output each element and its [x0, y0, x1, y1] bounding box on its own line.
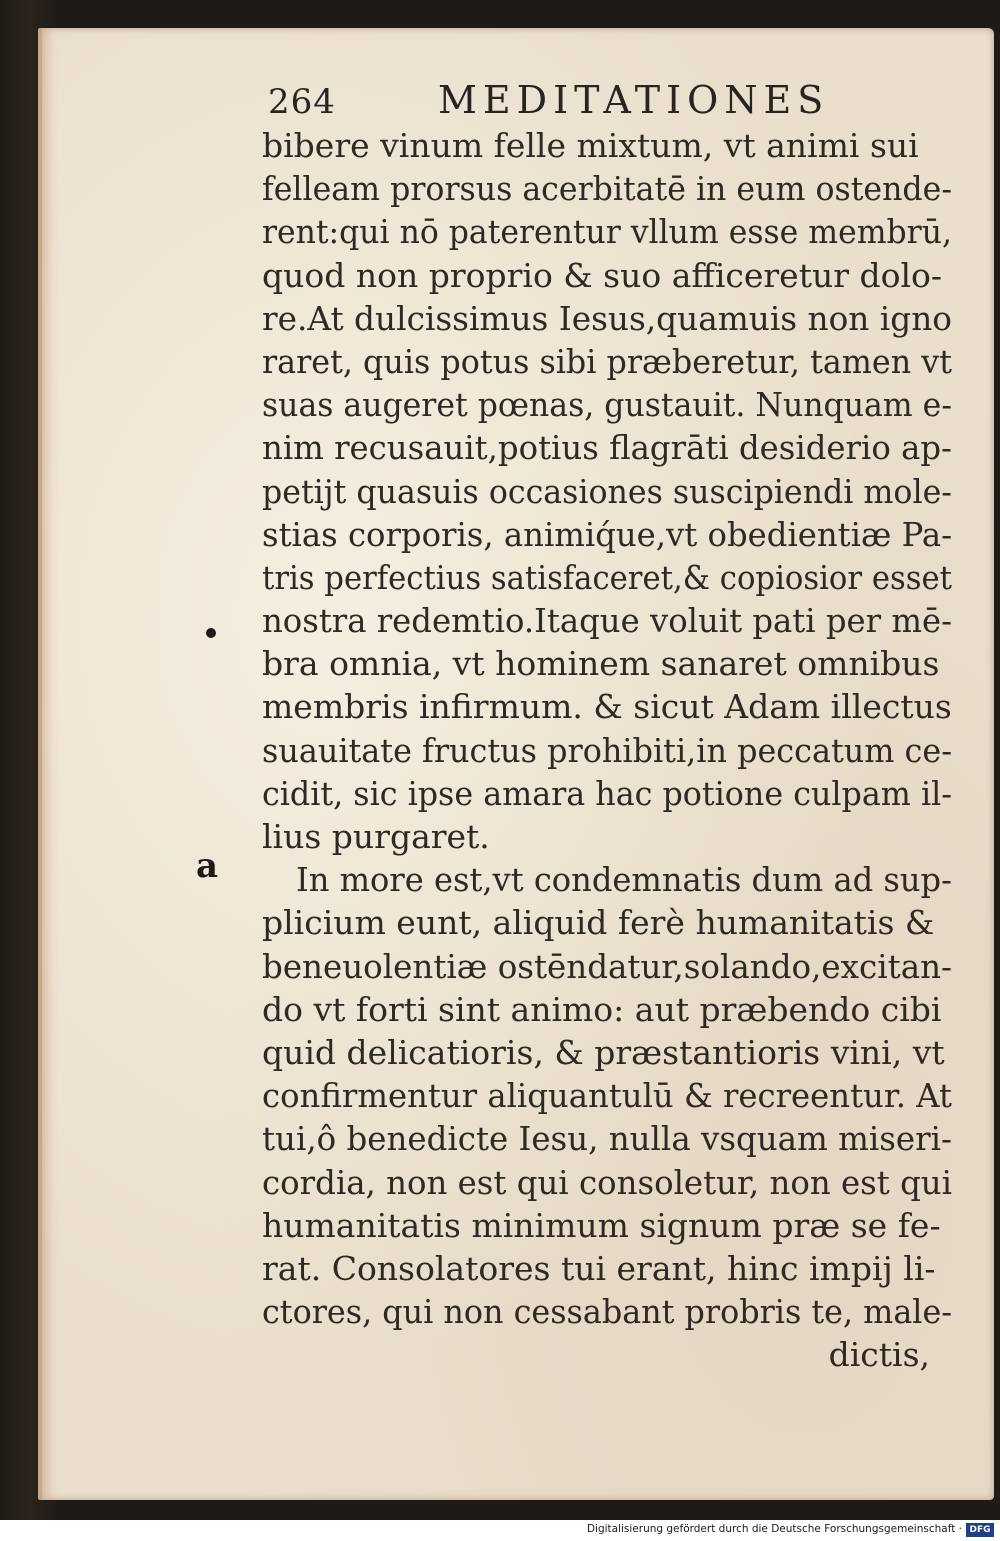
text-line: cidit, sic ipse amara hac potione culpam il-	[262, 773, 952, 813]
text-line: In more est,vt condemnatis dum ad sup-	[296, 860, 952, 900]
margin-dot-mark	[206, 628, 216, 638]
text-line: bra omnia, vt hominem sanaret omnibus	[262, 644, 940, 684]
text-line: quod non proprio & suo afficeretur dolo-	[262, 255, 943, 295]
text-line: cordia, non est qui consoletur, non est qui	[262, 1162, 953, 1202]
text-line: rent:qui nō paterentur vllum esse membrū,	[262, 212, 952, 252]
text-line: suauitate fructus prohibiti,in peccatum ce-	[262, 730, 952, 770]
text-line: tris perfectius satisfaceret,& copiosior esset	[262, 557, 952, 597]
text-line: rat. Consolatores tui erant, hinc impij li-	[262, 1248, 936, 1288]
text-line: quid delicatioris, & præstantioris vini, vt	[262, 1032, 945, 1072]
text-line: re.At dulcissimus Iesus,quamuis non igno	[262, 298, 953, 338]
text-line: tui,ô benedicte Iesu, nulla vsquam miseri-	[262, 1119, 953, 1159]
text-line: felleam prorsus acerbitatē in eum ostende-	[262, 169, 953, 209]
text-line: raret, quis potus sibi præberetur, tamen vt	[262, 341, 952, 381]
text-line: petijt quasuis occasiones suscipiendi mole-	[262, 471, 952, 511]
catchword: dictis,	[828, 1335, 930, 1375]
dfg-logo-icon: DFG	[966, 1523, 994, 1537]
text-line: humanitatis minimum signum præ se fe-	[262, 1205, 941, 1245]
running-title: MEDITATIONES	[438, 78, 830, 122]
text-line: plicium eunt, aliquid ferè humanitatis &	[262, 903, 935, 943]
text-line: do vt forti sint animo: aut præbendo cibi	[262, 989, 942, 1029]
page-header	[268, 78, 868, 126]
text-line: confirmentur aliquantulū & recreentur. At	[262, 1076, 953, 1116]
footer-credit: Digitalisierung gefördert durch die Deutsche Forschungsgemeinschaft ·	[586, 1523, 962, 1535]
text-line: nostra redemtio.Itaque voluit pati per mē-	[262, 601, 953, 641]
text-line: nim recusauit,potius flagrāti desiderio ap-	[262, 428, 952, 468]
text-line: stias corporis, animiq́ue,vt obedientiæ Pa-	[262, 514, 953, 554]
text-line: suas augeret pœnas, gustauit. Nunquam e-	[262, 385, 952, 425]
text-line: bibere vinum felle mixtum, vt animi sui	[262, 126, 919, 165]
text-line: beneuolentiæ ostēndatur,solando,excitan-	[262, 946, 953, 986]
text-line: ctores, qui non cessabant probris te, male-	[262, 1292, 953, 1332]
text-line: membris infirmum. & sicut Adam illectus	[262, 687, 952, 727]
margin-letter-mark: a	[196, 846, 219, 886]
body-text	[262, 124, 952, 1376]
digitization-footer	[0, 1520, 1000, 1541]
text-line: lius purgaret.	[262, 817, 490, 856]
page-number: 264	[268, 82, 336, 122]
